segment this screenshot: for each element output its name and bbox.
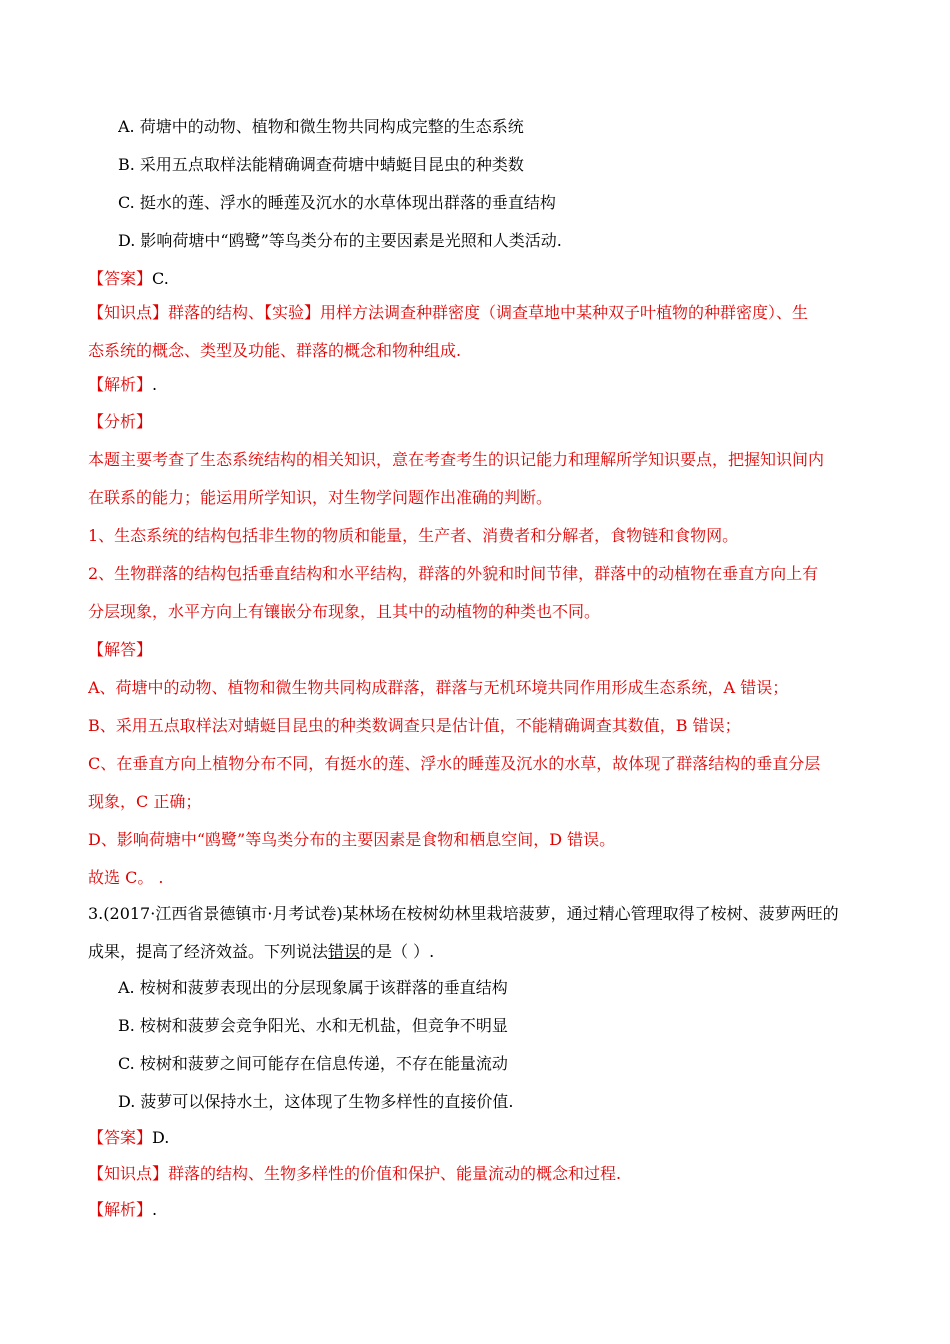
q2-conclusion: 故选 C。 .: [88, 868, 164, 887]
q3-option-b: B. 桉树和菠萝会竞争阳光、水和无机盐，但竞争不明显: [118, 1016, 508, 1035]
q2-fenxi-line-2: 在联系的能力；能运用所学知识，对生物学问题作出准确的判断。: [88, 488, 553, 507]
q2-jieda-line-3: C、在垂直方向上植物分布不同，有挺水的莲、浮水的睡莲及沉水的水草，故体现了群落结构的垂直分层: [88, 754, 821, 773]
q2-jieda-line-1: A、荷塘中的动物、植物和微生物共同构成群落，群落与无机环境共同作用形成生态系统，A 错误；: [88, 678, 789, 697]
q2-fenxi-line-4: 2、生物群落的结构包括垂直结构和水平结构，群落的外貌和时间节律，群落中的动植物在垂直方向上有: [88, 564, 819, 583]
q2-answer-value: C.: [152, 269, 169, 288]
q3-stem-emphasis: 错误: [328, 942, 361, 961]
q2-fenxi-line-1: 本题主要考查了生态系统结构的相关知识，意在考查考生的识记能力和理解所学知识要点，把握知识间内: [88, 450, 825, 469]
q2-knowledge-label: 【知识点】: [88, 303, 169, 322]
q2-option-b: B. 采用五点取样法能精确调查荷塘中蜻蜓目昆虫的种类数: [118, 155, 524, 174]
q2-fenxi-line-3: 1、生态系统的结构包括非生物的物质和能量，生产者、消费者和分解者，食物链和食物网。: [88, 526, 739, 545]
q2-option-c: C. 挺水的莲、浮水的睡莲及沉水的水草体现出群落的垂直结构: [118, 193, 556, 212]
q2-fenxi-label: 【分析】: [88, 412, 153, 431]
q3-option-a: A. 桉树和菠萝表现出的分层现象属于该群落的垂直结构: [118, 978, 508, 997]
q3-knowledge-text-1: 群落的结构、生物多样性的价值和保护、能量流动的概念和过程.: [168, 1164, 622, 1183]
q3-answer-label: 【答案】: [88, 1128, 153, 1147]
q3-stem-line-2: [88, 940, 868, 964]
q2-knowledge: [88, 301, 868, 325]
q3-option-d: D. 菠萝可以保持水土，这体现了生物多样性的直接价值.: [118, 1092, 514, 1111]
q2-jieda-line-5: D、影响荷塘中“鸥鹭”等鸟类分布的主要因素是食物和栖息空间，D 错误。: [88, 830, 616, 849]
q3-answer: [88, 1126, 868, 1150]
q3-analysis-value: .: [152, 1200, 158, 1219]
q3-analysis-label: 【解析】: [88, 1200, 153, 1219]
q2-knowledge-text-1: 群落的结构、【实验】用样方法调查种群密度（调查草地中某种双子叶植物的种群密度）、生: [168, 303, 809, 322]
q3-knowledge: [88, 1162, 868, 1186]
q2-knowledge-text-2: 态系统的概念、类型及功能、群落的概念和物种组成.: [88, 341, 462, 360]
q2-jieda-line-4: 现象，C 正确；: [88, 792, 202, 811]
q2-jieda-label: 【解答】: [88, 640, 153, 659]
q2-analysis: [88, 373, 868, 397]
q2-jieda-line-2: B、采用五点取样法对蜻蜓目昆虫的种类数调查只是估计值，不能精确调查其数值，B 错误；: [88, 716, 741, 735]
q3-option-c: C. 桉树和菠萝之间可能存在信息传递，不存在能量流动: [118, 1054, 508, 1073]
q3-stem-pre: 成果，提高了经济效益。下列说法: [88, 942, 329, 961]
q3-stem-line-1: 3.(2017·江西省景德镇市·月考试卷)某林场在桉树幼林里栽培菠萝，通过精心管理取得了桉树、菠萝两旺的: [88, 904, 839, 923]
q2-answer: [88, 267, 868, 291]
q2-answer-label: 【答案】: [88, 269, 153, 288]
q3-analysis: [88, 1198, 868, 1222]
q3-knowledge-label: 【知识点】: [88, 1164, 169, 1183]
q2-analysis-label: 【解析】: [88, 375, 153, 394]
q2-analysis-value: .: [152, 375, 158, 394]
q3-answer-value: D.: [152, 1128, 170, 1147]
q2-option-d: D. 影响荷塘中“鸥鹭”等鸟类分布的主要因素是光照和人类活动.: [118, 231, 562, 250]
q3-stem-post: 的是（ ）.: [360, 942, 435, 961]
q2-fenxi-line-5: 分层现象，水平方向上有镶嵌分布现象，且其中的动植物的种类也不同。: [88, 602, 601, 621]
q2-option-a: A. 荷塘中的动物、植物和微生物共同构成完整的生态系统: [118, 117, 524, 136]
